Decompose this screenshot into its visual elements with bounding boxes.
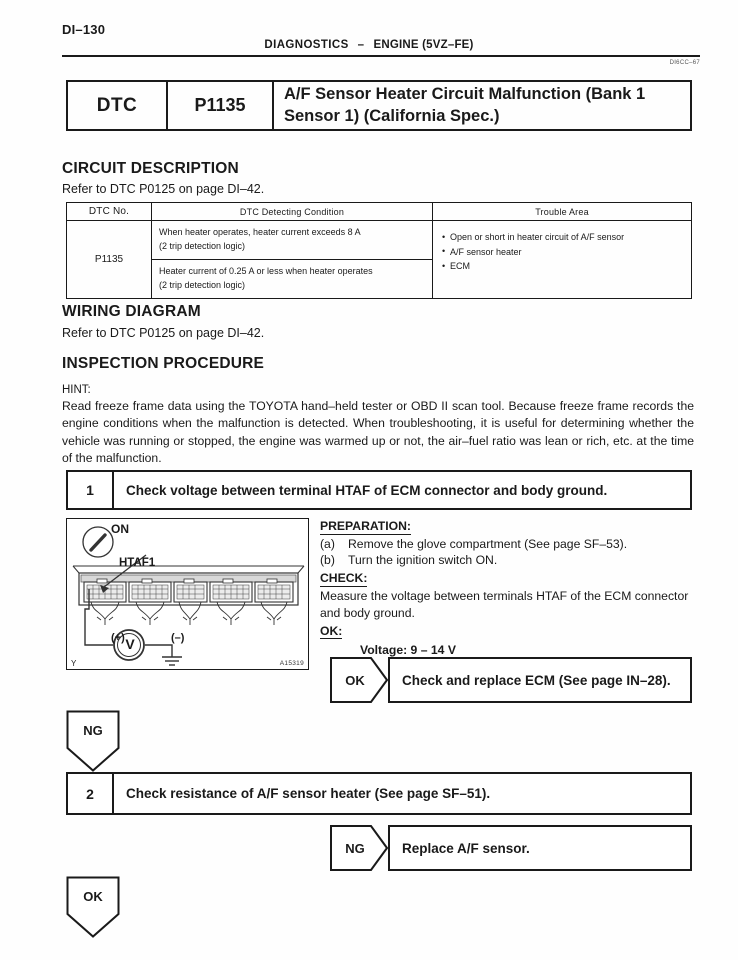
hint-label: HINT:	[62, 384, 91, 396]
preparation-step-b	[320, 552, 694, 569]
preparation-heading: PREPARATION:	[320, 519, 411, 533]
voltmeter-label: V	[125, 636, 135, 652]
header-rule	[62, 55, 700, 57]
dtc-label: DTC	[68, 82, 168, 129]
figure-corner-label: Y	[71, 659, 77, 668]
step-b-text: Turn the ignition switch ON.	[348, 553, 498, 568]
document-code: DI6CC–67	[669, 60, 700, 66]
circuit-description-heading: CIRCUIT DESCRIPTION	[62, 160, 239, 177]
ok-value: Voltage: 9 – 14 V	[360, 643, 456, 658]
table-row	[67, 221, 692, 260]
ok-arrow-tag-1	[330, 657, 388, 703]
step-2-box	[66, 772, 692, 815]
wiring-figure	[66, 518, 309, 670]
step-a-marker: (a)	[320, 536, 335, 551]
ng-flow-tag-1	[66, 710, 120, 772]
step-1-box	[66, 470, 692, 510]
running-head	[0, 39, 738, 51]
hint-body: Read freeze frame data using the TOYOTA hand–held tester or OBD II scan tool. Because freeze frame records the engine conditions when the malfunction is detected. When troubleshooting, it is useful for determining whether the vehicle was running or stopped, the engine was warmed up or not, the air–fuel ratio was lean or rich, etc. at the time of the malfunction.	[62, 399, 694, 465]
preparation-step-a	[320, 536, 694, 553]
trouble-area-item: • ECM	[442, 259, 682, 274]
result-ok-1-text: Check and replace ECM (See page IN–28).	[388, 657, 692, 703]
step-1-number: 1	[68, 472, 114, 508]
wiring-diagram-refer: Refer to DTC P0125 on page DI–42.	[62, 326, 265, 340]
step-2-text: Check resistance of A/F sensor heater (See page SF–51).	[126, 786, 491, 801]
cell-dtc-no: P1135	[67, 221, 152, 299]
condition-1-line-1: When heater operates, heater current exceeds 8 A	[159, 227, 361, 237]
figure-code: A15319	[279, 660, 304, 667]
ecm-connector-illustration	[67, 519, 310, 671]
dtc-title-box	[66, 80, 692, 131]
ng-flow-label-1: NG	[83, 723, 103, 738]
page-number: DI–130	[62, 22, 106, 37]
result-ng-2-text: Replace A/F sensor.	[388, 825, 692, 871]
inspection-procedure-heading: INSPECTION PROCEDURE	[62, 355, 265, 372]
check-heading: CHECK:	[320, 571, 368, 586]
ok-flow-tag-bottom	[66, 876, 120, 938]
col-header-condition: DTC Detecting Condition	[152, 203, 433, 221]
ignition-on-label: ON	[111, 522, 129, 536]
col-header-dtc-no: DTC No.	[67, 203, 152, 221]
running-head-left: DIAGNOSTICS	[264, 39, 349, 51]
ok-tag-label-1: OK	[345, 672, 365, 688]
ok-heading: OK:	[320, 623, 343, 638]
condition-2-line-1: Heater current of 0.25 A or less when heater operates	[159, 265, 373, 276]
condition-2-line-2: (2 trip detection logic)	[159, 279, 246, 290]
running-head-separator: –	[357, 39, 365, 51]
table-header-row	[67, 203, 692, 221]
condition-1-line-2: (2 trip detection logic)	[159, 240, 246, 251]
ignition-switch-icon	[83, 527, 113, 557]
diagnostic-table	[66, 202, 692, 299]
negative-probe-label: (–)	[171, 632, 185, 644]
down-arrow-pentagon-icon	[66, 876, 120, 938]
negative-probe-wire	[145, 645, 172, 657]
step-b-marker: (b)	[320, 553, 335, 568]
result-ng-2	[330, 825, 692, 871]
wiring-diagram-heading: WIRING DIAGRAM	[62, 303, 201, 320]
cell-condition-2	[152, 259, 433, 298]
running-head-right: ENGINE (5VZ–FE)	[373, 39, 474, 51]
step-a-text: Remove the glove compartment (See page SF–53).	[348, 536, 628, 551]
trouble-area-item: • A/F sensor heater	[442, 245, 682, 260]
htaf1-terminal-label: HTAF1	[119, 557, 156, 569]
procedure-block	[320, 518, 694, 659]
positive-probe-label: (+)	[111, 632, 125, 644]
ng-arrow-tag-2	[330, 825, 388, 871]
check-text: Measure the voltage between terminals HTAF of the ECM connector and body ground.	[320, 588, 689, 620]
cell-condition-1	[152, 221, 433, 260]
ng-tag-label-2: NG	[345, 840, 365, 856]
trouble-area-item: • Open or short in heater circuit of A/F sensor	[442, 230, 682, 245]
result-ok-1	[330, 657, 692, 703]
col-header-trouble-area: Trouble Area	[433, 203, 692, 221]
cell-trouble-area	[433, 221, 692, 299]
circuit-description-refer: Refer to DTC P0125 on page DI–42.	[62, 182, 265, 196]
dtc-code: P1135	[168, 82, 274, 129]
down-arrow-pentagon-icon	[66, 710, 120, 772]
step-1-text: Check voltage between terminal HTAF of ECM connector and body ground.	[126, 482, 608, 498]
ok-flow-label-bottom: OK	[83, 889, 103, 904]
step-2-number: 2	[68, 774, 114, 813]
dtc-description: A/F Sensor Heater Circuit Malfunction (Bank 1 Sensor 1) (California Spec.)	[284, 84, 646, 125]
ground-symbol	[162, 657, 182, 665]
